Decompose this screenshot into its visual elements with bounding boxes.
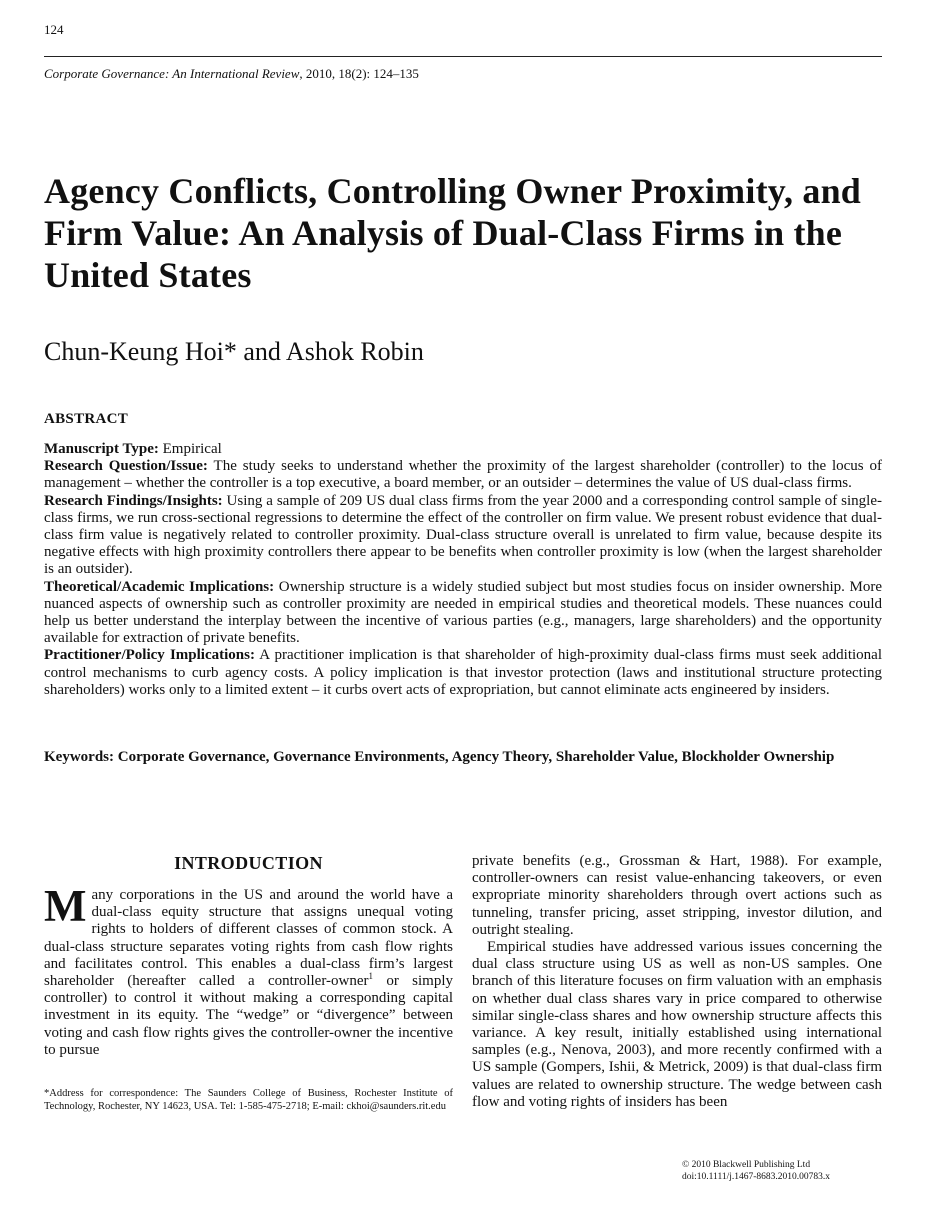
copyright-block — [682, 1159, 882, 1183]
copyright-notice: © 2010 Blackwell Publishing Ltd — [682, 1160, 811, 1170]
introduction-paragraph-2: private benefits (e.g., Grossman & Hart, 1988). For example, controller-owners can resist value-enhancing takeovers, or even expropriate minority shareholders through overt actions such as tunneling, transfer pricing, asset stripping, investor dilution, and outright stealing. — [472, 853, 882, 938]
abstract-research-findings — [44, 493, 882, 579]
practitioner-implications-label: Practitioner/Policy Implications: — [44, 647, 255, 664]
article-title: Agency Conflicts, Controlling Owner Proximity, and Firm Value: An Analysis of Dual-Class Firms in the United States — [44, 171, 862, 295]
keywords: Keywords: Corporate Governance, Governance Environments, Agency Theory, Shareholder Value, Blockholder Ownership — [44, 749, 835, 765]
abstract-research-question — [44, 458, 882, 492]
research-findings-text: Using a sample of 209 US dual class firms from the year 2000 and a corresponding control sample of single-class firms, we run cross-sectional regressions to determine the effect of the controller on firm value. We present robust evidence that dual-class firm value is negatively related to controller proximity. Dual-class structure overall is unrelated to firm value, because despite its negative effects with high proximity controllers there appear to be benefits when controller proximity is low (when the largest shareholder is an outsider). — [44, 492, 882, 578]
research-question-text: The study seeks to understand whether the proximity of the largest shareholder (controller) to the locus of management – whether the controller is a top executive, a board member, or an outsider – determines the value of US dual-class firms. — [44, 458, 883, 492]
abstract-theoretical-implications — [44, 579, 882, 648]
journal-citation — [44, 66, 419, 82]
correspondence-footnote — [44, 1088, 453, 1113]
abstract-manuscript-type — [44, 441, 882, 458]
doi: doi:10.1111/j.1467-8683.2010.00783.x — [682, 1172, 831, 1182]
introduction-paragraph-3: Empirical studies have addressed various issues concerning the dual class structure using US as well as non-US samples. One branch of this literature focuses on firm valuation with an emphasis on whether dual class shares vary in price compared to otherwise similar single-class shares and how ownership structure affects this variance. A key result, initially established using international samples (e.g., Nenova, 2003), and more recently confirmed with a US sample (Gompers, Ishii, & Metrick, 2009) is that dual-class firm values are related to ownership structure. The wedge between cash flow and voting rights of insiders has been — [472, 939, 882, 1110]
journal-volume-pages: , 2010, 18(2): 124–135 — [299, 66, 419, 81]
theoretical-implications-label: Theoretical/Academic Implications: — [44, 578, 275, 595]
research-findings-label: Research Findings/Insights: — [44, 492, 223, 509]
theoretical-implications-text: Ownership structure is a widely studied subject but most studies focus on insider ownership. More nuanced aspects of ownership such as controller proximity are needed in empirical studies and theoretical models. These nuances could help us better understand the interplay between the incentive of various parties (e.g., managers, large shareholders) and the opportunity available for extraction of private benefits. — [44, 578, 882, 647]
manuscript-type-text: Empirical — [158, 441, 222, 457]
introduction-text-b: or simply controller) to control it without making a corresponding capital investment in its equity. The “wedge” or “divergence” between voting and cash flow rights gives the controller-owner the incentive to pursue — [44, 973, 454, 1058]
page-number: 124 — [44, 22, 64, 37]
correspondence-footnote-text: *Address for correspondence: The Saunders College of Business, Rochester Institute of Technology, Rochester, NY 14623, USA. Tel: 1-585-475-2718; E-mail: ckhoi@saunders.rit.edu — [44, 1088, 453, 1112]
introduction-right-column — [472, 853, 882, 1111]
header-rule — [44, 56, 882, 57]
journal-name: Corporate Governance: An International Review — [44, 66, 300, 81]
manuscript-type-label: Manuscript Type: — [44, 441, 159, 457]
footnote-reference[interactable]: 1 — [368, 971, 374, 982]
introduction-left-column — [44, 881, 454, 1059]
abstract-heading: ABSTRACT — [44, 411, 129, 427]
introduction-heading: INTRODUCTION — [174, 853, 323, 873]
research-question-label: Research Question/Issue: — [44, 458, 208, 475]
practitioner-implications-text: A practitioner implication is that shareholder of high-proximity dual-class firms must seek additional control mechanisms to curb agency costs. A policy implication is that investor protection (laws and institutional structure protecting shareholders) works only to a limited extent – it curbs overt acts of expropriation, but cannot eliminate acts engineered by insiders. — [44, 647, 883, 698]
abstract-body — [44, 441, 882, 699]
article-authors: Chun-Keung Hoi* and Ashok Robin — [44, 337, 424, 366]
abstract-practitioner-implications — [44, 647, 882, 699]
introduction-paragraph-1 — [44, 881, 454, 1059]
drop-cap: M — [44, 881, 87, 931]
introduction-text-a: any corporations in the US and around the world have a dual-class equity structure that assigns unequal voting rights to holders of different classes of common stock. A dual-class structure separates voting rights from cash flow rights and facilitates control. This enables a dual-class firm’s largest shareholder (hereafter called a controller-owner — [44, 887, 453, 990]
